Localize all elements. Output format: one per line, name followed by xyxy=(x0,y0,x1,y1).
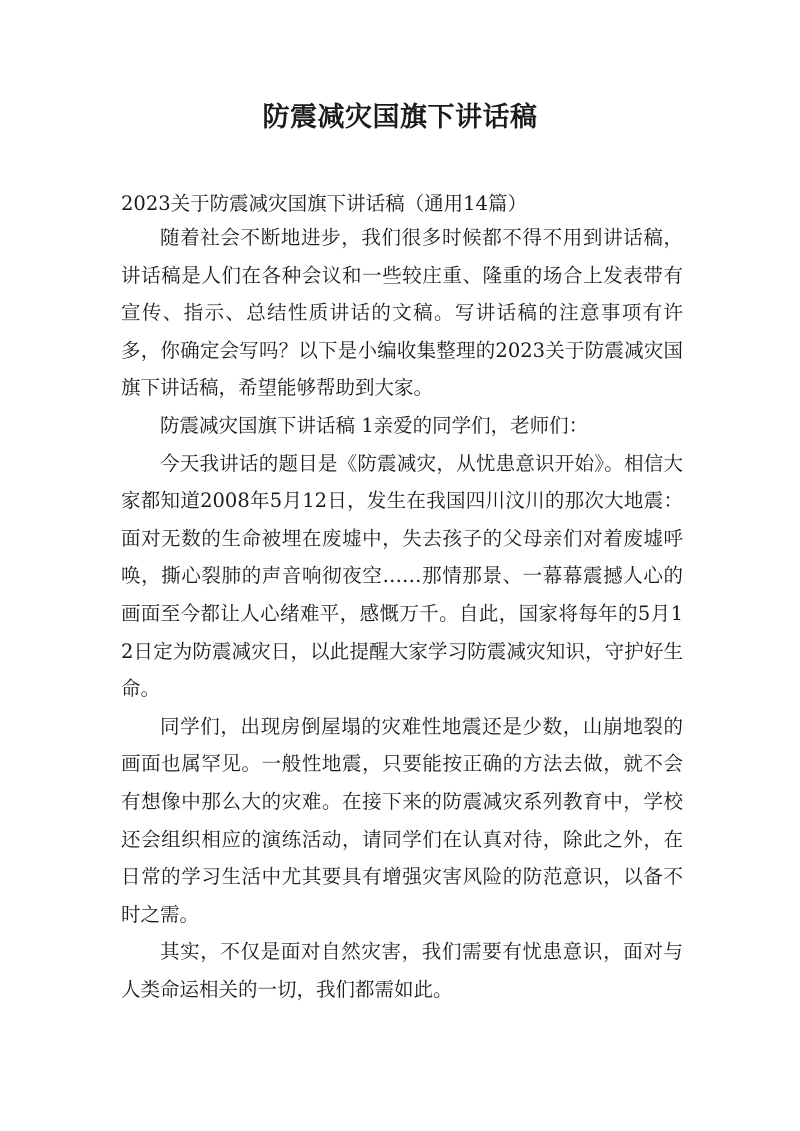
document-title: 防震减灾国旗下讲话稿 xyxy=(262,102,538,133)
body-paragraph: 其实，不仅是面对自然灾害，我们需要有忧患意识，面对与人类命运相关的一切，我们都需如此。 xyxy=(121,940,683,1001)
intro-paragraph: 随着社会不断地进步，我们很多时候都不得不用到讲话稿，讲话稿是人们在各种会议和一些较庄重、隆重的场合上发表带有宣传、指示、总结性质讲话的文稿。写讲话稿的注意事项有许多，你确定会写吗？以下是小编收集整理的2023关于防震减灾国旗下讲话稿，希望能够帮助到大家。 xyxy=(121,226,683,400)
document-body xyxy=(121,189,683,1008)
body-paragraph: 今天我讲话的题目是《防震减灾，从忧患意识开始》。相信大家都知道2008年5月12日，发生在我国四川汶川的那次大地震：面对无数的生命被埋在废墟中，失去孩子的父母亲们对着废墟呼唤，撕心裂肺的声音响彻夜空……那情那景、一幕幕震撼人心的画面至今都让人心绪难平，感慨万千。自此，国家将每年的5月12日定为防震减灾日，以此提醒大家学习防震减灾知识，守护好生命。 xyxy=(121,451,683,701)
body-paragraph: 同学们，出现房倒屋塌的灾难性地震还是少数，山崩地裂的画面也属罕见。一般性地震，只要能按正确的方法去做，就不会有想像中那么大的灾难。在接下来的防震减灾系列教育中，学校还会组织相应的演练活动，请同学们在认真对待，除此之外，在日常的学习生活中尤其要具有增强灾害风险的防范意识，以备不时之需。 xyxy=(121,714,683,926)
document-subtitle: 2023关于防震减灾国旗下讲话稿（通用14篇） xyxy=(121,192,527,215)
speech-heading-paragraph: 防震减灾国旗下讲话稿 1亲爱的同学们，老师们： xyxy=(160,413,589,437)
